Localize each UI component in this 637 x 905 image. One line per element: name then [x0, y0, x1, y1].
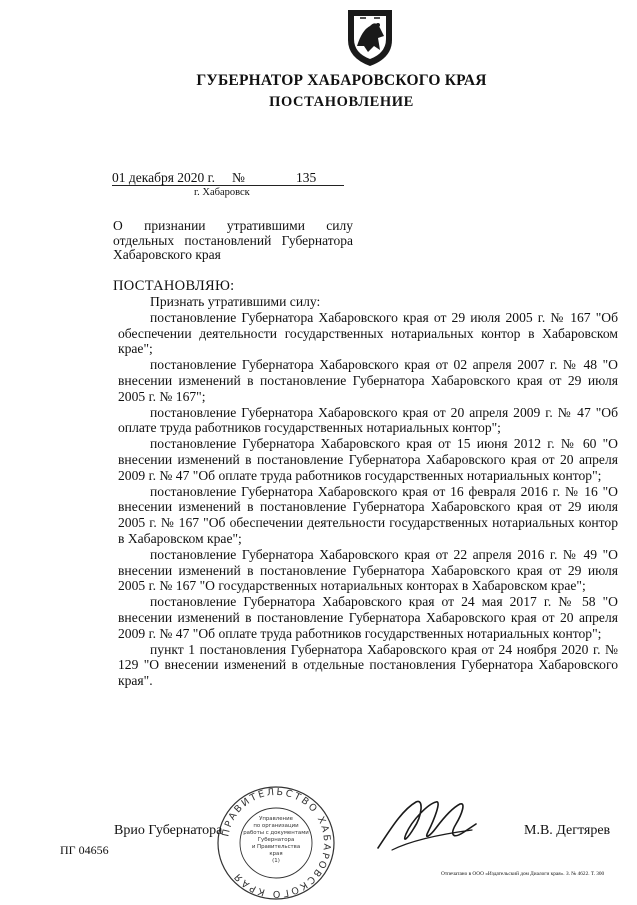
handwritten-signature: [372, 790, 482, 862]
document-code: ПГ 04656: [60, 843, 109, 857]
svg-text:Губернатора: Губернатора: [257, 837, 295, 843]
body-paragraph: постановление Губернатора Хабаровского края от 29 июля 2005 г. № 167 "Об обеспечении деятельности государственных нотариальных контор в Хабаровском крае";: [118, 309, 618, 357]
body-paragraph: Признать утратившими силу:: [150, 294, 321, 309]
issuer-title: ГУБЕРНАТОР ХАБАРОВСКОГО КРАЯ: [196, 72, 487, 89]
date-number-underline: [112, 185, 344, 186]
document-body: [118, 294, 618, 689]
signatory-position: Врио Губернатора: [114, 823, 223, 838]
official-seal: [211, 783, 341, 903]
document-number: 135: [296, 170, 317, 185]
signatory-name: М.В. Дегтярев: [524, 823, 611, 838]
svg-text:по организации: по организации: [253, 823, 299, 829]
number-sign: №: [232, 170, 245, 185]
svg-text:(1): (1): [272, 858, 280, 864]
document-subject: О признании утратившими силу отдельных постановлений Губернатора Хабаровского края: [113, 218, 353, 262]
svg-text:Управление: Управление: [259, 816, 293, 822]
body-paragraph: постановление Губернатора Хабаровского края от 20 апреля 2009 г. № 47 "Об оплате труда работников государственных нотариальных контор";: [118, 404, 618, 436]
svg-text:и Правительства: и Правительства: [251, 844, 301, 850]
svg-text:работы с документами: работы с документами: [243, 830, 309, 836]
printer-note: Отпечатано в ООО «Издательский дом Диалоги края». З. № 4622. Т. 300: [441, 871, 605, 877]
body-paragraph: постановление Губернатора Хабаровского края от 02 апреля 2007 г. № 48 "О внесении изменений в постановление Губернатора Хабаровского края от 29 июля 2005 г. № 167";: [118, 357, 618, 404]
body-paragraph: постановление Губернатора Хабаровского края от 16 февраля 2016 г. № 16 "О внесении изменений в постановление Губернатора Хабаровского края от 29 июля 2005 г. № 167 "Об обеспечении деятельности государственных нотариальных контор в Хабаровском крае";: [118, 483, 618, 546]
svg-text:края: края: [269, 851, 283, 857]
body-paragraph: пункт 1 постановления Губернатора Хабаровского края от 24 ноября 2020 г. № 129 "О внесении изменений в отдельные постановления Губернатора Хабаровского края".: [118, 641, 618, 689]
decree-word: ПОСТАНОВЛЯЮ:: [113, 278, 235, 294]
document-date: 01 декабря 2020 г.: [112, 170, 216, 185]
body-paragraph: постановление Губернатора Хабаровского края от 22 апреля 2016 г. № 49 "О внесении изменений в постановление Губернатора Хабаровского края от 29 июля 2005 г. № 167 "О государственных нотариальных конторах в Хабаровском крае";: [118, 546, 618, 594]
document-type: ПОСТАНОВЛЕНИЕ: [269, 94, 414, 110]
body-paragraph: постановление Губернатора Хабаровского края от 24 мая 2017 г. № 58 "О внесении изменений в постановление Губернатора Хабаровского края от 20 апреля 2009 г. № 47 "Об оплате труда работников государственных нотариальных контор";: [118, 594, 618, 641]
coat-of-arms-icon: [340, 6, 400, 68]
body-paragraph: постановление Губернатора Хабаровского края от 15 июня 2012 г. № 60 "О внесении изменений в постановление Губернатора Хабаровского края от 20 апреля 2009 г. № 47 "Об оплате труда работников государственных нотариальных контор";: [118, 436, 618, 483]
svg-text:ПРАВИТЕЛЬСТВО ХАБАРОВСКОГО КРА: ПРАВИТЕЛЬСТВО ХАБАРОВСКОГО КРАЯ: [220, 786, 333, 900]
document-city: г. Хабаровск: [194, 187, 250, 198]
